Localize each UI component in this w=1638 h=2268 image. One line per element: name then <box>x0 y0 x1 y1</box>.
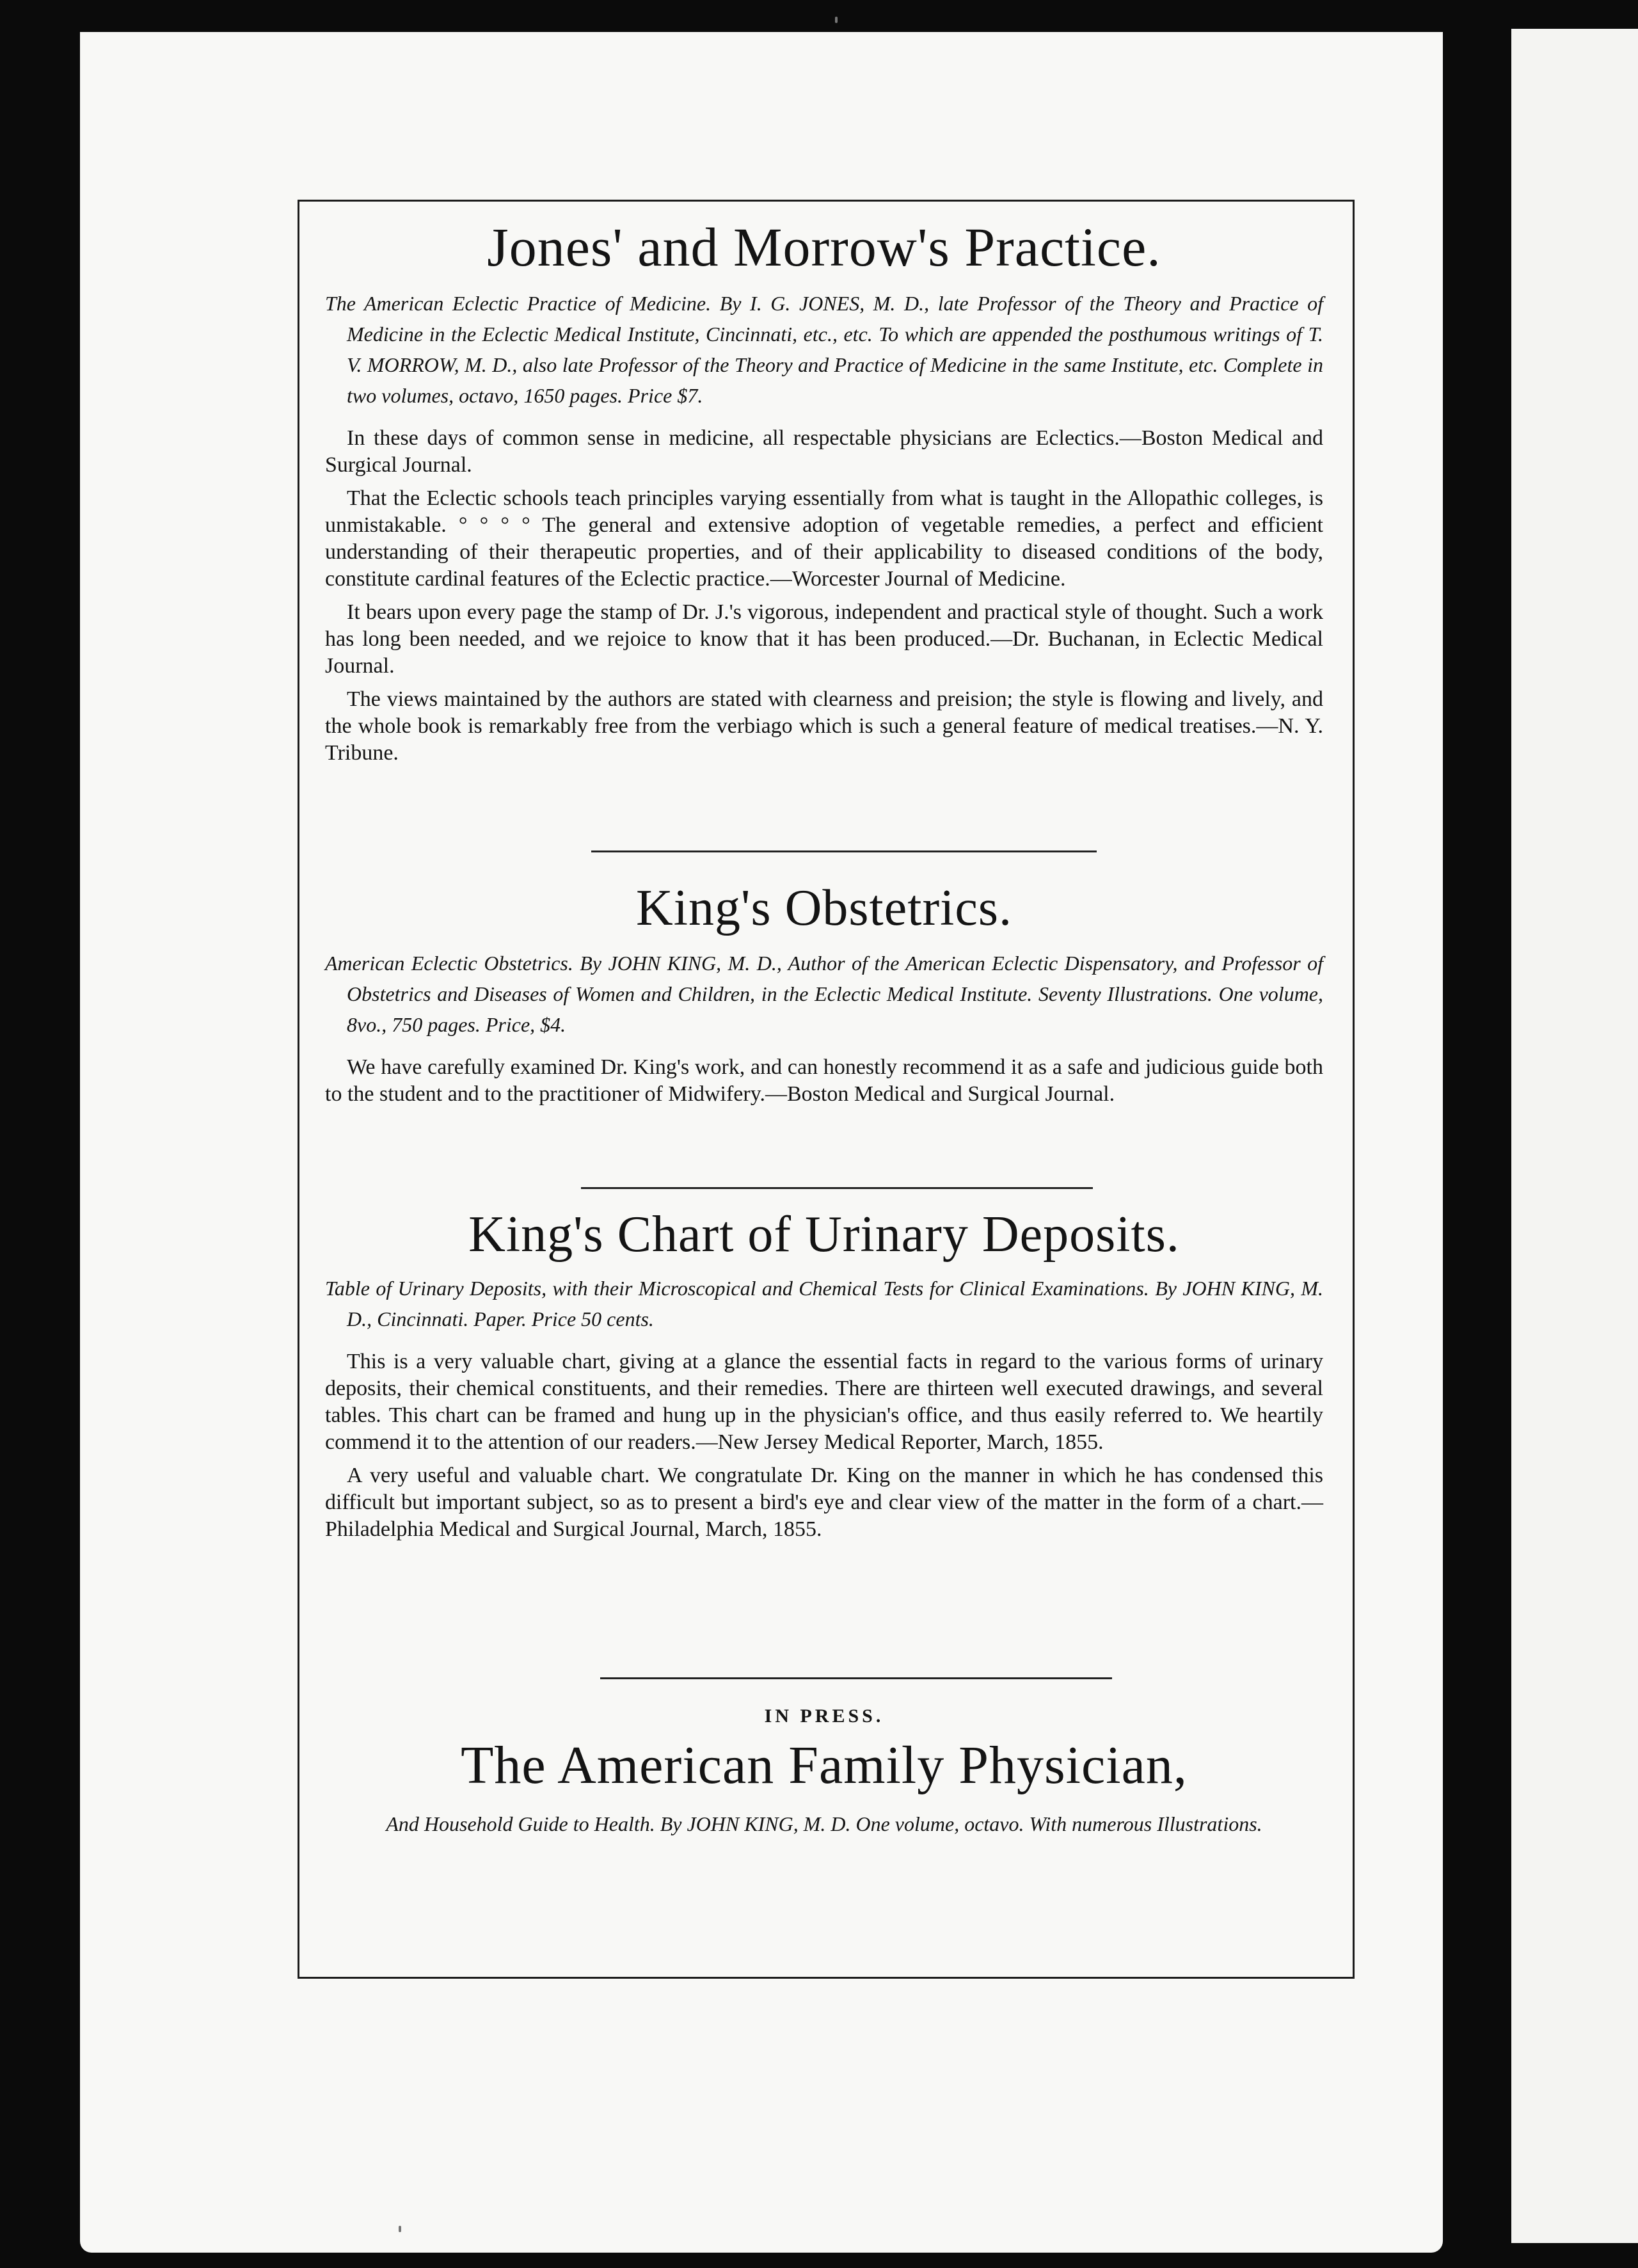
section-title: King's Chart of Urinary Deposits. <box>468 1206 1180 1263</box>
adjacent-page-edge <box>1511 29 1638 2243</box>
section-kings-obstetrics <box>325 879 1323 1114</box>
review-quote: We have carefully examined Dr. King's work, and can honestly recommend it as a safe and judicious guide both to the student and to the practitioner of Midwifery.—Boston Medical and Surgical Journal. <box>325 1055 1323 1106</box>
section-urinary-chart <box>325 1205 1323 1549</box>
in-press-label: IN PRESS. <box>764 1705 884 1727</box>
review-quote: A very useful and valuable chart. We congratulate Dr. King on the manner in which he has condensed this difficult but important subject, so as to present a bird's eye and clear view of the matter in the form of a chart.—Philadelphia Medical and Surgical Journal, March, 1855. <box>325 1464 1323 1541</box>
section-title: Jones' and Morrow's Practice. <box>487 216 1161 278</box>
review-quote: This is a very valuable chart, giving at a glance the essential facts in regard to the various forms of urinary deposits, their chemical constituents, and their remedies. There are thirteen well executed drawings, and several tables. This chart can be framed and hung up in the physician's office, and thus easily referred to. We heartily commend it to the attention of our readers.—New Jersey Medical Reporter, March, 1855. <box>325 1350 1323 1454</box>
section-description: Table of Urinary Deposits, with their Microscopical and Chemical Tests for Clinical Examinations. By JOHN KING, M. D., Cincinnati. Paper. Price 50 cents. <box>325 1277 1323 1330</box>
section-description: And Household Guide to Health. By JOHN KING, M. D. One volume, octavo. With numerous Illustrations. <box>386 1812 1262 1835</box>
section-jones-morrow <box>325 216 1323 773</box>
review-quote: In these days of common sense in medicine, all respectable physicians are Eclectics.—Boston Medical and Surgical Journal. <box>325 426 1323 477</box>
advertisement-frame <box>298 200 1355 1979</box>
section-title: King's Obstetrics. <box>636 880 1012 936</box>
section-divider <box>600 1677 1112 1679</box>
review-quote: That the Eclectic schools teach principles varying essentially from what is taught in the Allopathic colleges, is unmistakable. ° ° ° ° The general and extensive adoption of vegetable remedies, a perfect and efficient understanding of their therapeutic properties, and of their applicability to diseased conditions of the body, constitute cardinal features of the Eclectic practice.—Worcester Journal of Medicine. <box>325 486 1323 591</box>
scan-speck <box>835 17 838 23</box>
section-description: American Eclectic Obstetrics. By JOHN KING, M. D., Author of the American Eclectic Dispensatory, and Professor of Obstetrics and Diseases of Women and Children, in the Eclectic Medical Institute. Seventy Illustrations. One volume, 8vo., 750 pages. Price, $4. <box>325 952 1323 1036</box>
review-quote: It bears upon every page the stamp of Dr. J.'s vigorous, independent and practical style of thought. Such a work has long been needed, and we rejoice to know that it has been produced.—Dr. Buchanan, in Eclectic Medical Journal. <box>325 600 1323 678</box>
section-title: The American Family Physician, <box>461 1736 1188 1795</box>
scan-speck <box>399 2226 401 2232</box>
section-description: The American Eclectic Practice of Medicine. By I. G. JONES, M. D., late Professor of the Theory and Practice of Medicine in the Eclectic Medical Institute, Cincinnati, etc., etc. To which are appended the posthumous writings of T. V. MORROW, M. D., also late Professor of the Theory and Practice of Medicine in the same Institute, etc. Complete in two volumes, octavo, 1650 pages. Price $7. <box>325 291 1323 407</box>
section-divider <box>591 850 1097 852</box>
review-quote: The views maintained by the authors are stated with clearness and preision; the style is flowing and lively, and the whole book is remarkably free from the verbiago which is such a general feature of medical treatises.—N. Y. Tribune. <box>325 687 1323 765</box>
section-divider <box>581 1187 1093 1189</box>
section-in-press <box>325 1705 1323 1839</box>
